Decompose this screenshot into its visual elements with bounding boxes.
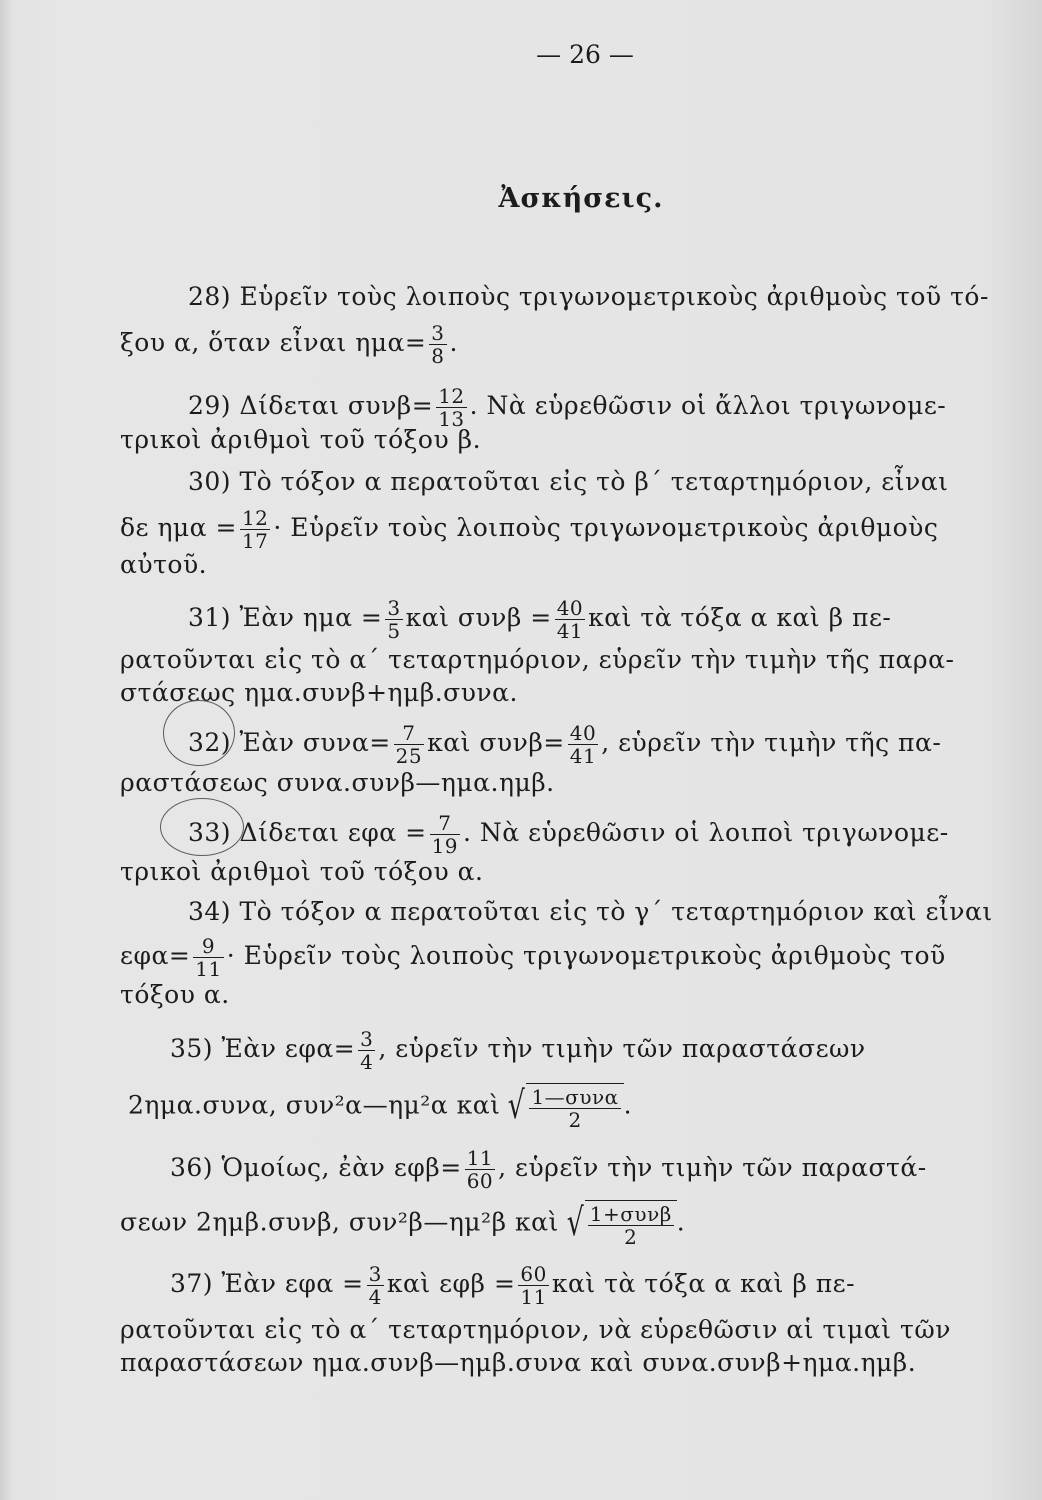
fraction: $\frac{7}{19}$ (431, 811, 459, 858)
square-root: √ 1+συνβ 2 (563, 1200, 677, 1248)
exercise-34-line-2: εφα= $\frac{9}{11}$ · Εὑρεῖν τοὺς λοιποὺς τριγωνομετρικοὺς ἀριθμοὺς τοῦ (120, 934, 946, 981)
fraction: $\frac{12}{13}$ (438, 384, 465, 431)
exercise-30-line-2: δε ημα = $\frac{12}{17}$ · Εὑρεῖν τοὺς λοιποὺς τριγωνομετρικοὺς ἀριθμοὺς (120, 506, 939, 553)
fraction: $\frac{40}{41}$ (556, 596, 584, 643)
exercise-37-line-2: ρατοῦνται εἰς τὸ α΄ τεταρτημόριον, νὰ εὑρεθῶσιν αἱ τιμαὶ τῶν (120, 1315, 951, 1344)
fraction: $\frac{3}{5}$ (387, 596, 401, 643)
exercise-33-line-2: τρικοὶ ἀριθμοὶ τοῦ τόξου α. (120, 857, 484, 886)
exercise-34-line-1: 34) Τὸ τόξον α περατοῦται εἰς τὸ γ΄ τεταρτημόριον καὶ εἶναι (188, 897, 993, 926)
fraction: $\frac{40}{41}$ (569, 721, 597, 768)
exercise-34-line-3: τόξου α. (120, 980, 230, 1009)
fraction: $\frac{3}{8}$ (431, 321, 445, 368)
fraction: $\frac{11}{60}$ (466, 1146, 494, 1193)
exercise-31-line-2: ρατοῦνται εἰς τὸ α΄ τεταρτημόριον, εὑρεῖν τὴν τιμὴν τῆς παρα- (120, 645, 955, 674)
exercise-36-line-2: σεων 2ημβ.συνβ, συν²β—ημ²β καὶ √ 1+συνβ 2 . (120, 1200, 686, 1249)
exercise-30-line-1: 30) Τὸ τόξον α περατοῦται εἰς τὸ β΄ τεταρτημόριον, εἶναι (188, 467, 949, 496)
exercise-31-line-3: στάσεως ημα.συνβ+ημβ.συνα. (120, 678, 518, 707)
fraction: $\frac{3}{4}$ (360, 1027, 374, 1074)
exercise-28-line-1: 28) Εὑρεῖν τοὺς λοιποὺς τριγωνομετρικοὺς ἀριθμοὺς τοῦ τό- (188, 282, 989, 311)
fraction: $\frac{9}{11}$ (195, 934, 222, 981)
exercise-37-line-1: 37) Ἐὰν εφα = $\frac{3}{4}$ καὶ εφβ = $\frac{60}{11}$ καὶ τὰ τόξα α καὶ β πε- (170, 1262, 856, 1309)
exercise-29-line-1: 29) Δίδεται συνβ= $\frac{12}{13}$ . Νὰ εὑρεθῶσιν οἱ ἄλλοι τριγωνομε- (188, 384, 947, 431)
fraction: $\frac{7}{25}$ (395, 721, 423, 768)
page-number: — 26 — (536, 40, 634, 69)
exercise-37-line-3: παραστάσεων ημα.συνβ—ημβ.συνα καὶ συνα.συνβ+ημα.ημβ. (120, 1348, 917, 1377)
exercise-32-line-1: 32) Ἐὰν συνα= $\frac{7}{25}$ καὶ συνβ= $\frac{40}{41}$ , εὑρεῖν τὴν τιμὴν τῆς πα- (188, 721, 942, 768)
exercise-33-line-1: 33) Δίδεται εφα = $\frac{7}{19}$ . Νὰ εὑρεθῶσιν οἱ λοιποὶ τριγωνομε- (188, 811, 949, 858)
fraction: $\frac{3}{4}$ (368, 1262, 382, 1309)
fraction: 1—συνα 2 (531, 1085, 619, 1132)
fraction: $\frac{60}{11}$ (520, 1262, 547, 1309)
fraction: $\frac{12}{17}$ (241, 506, 269, 553)
fraction: 1+συνβ 2 (589, 1202, 672, 1249)
exercise-36-line-1: 36) Ὁμοίως, ἐὰν εφβ= $\frac{11}{60}$ , εὑρεῖν τὴν τιμὴν τῶν παραστά- (170, 1146, 927, 1193)
exercise-32-line-2: ραστάσεως συνα.συνβ—ημα.ημβ. (120, 768, 555, 797)
square-root: √ 1—συνα 2 (504, 1083, 623, 1131)
exercise-28-line-2: ξου α, ὅταν εἶναι ημα= $\frac{3}{8}$ . (120, 321, 458, 368)
exercise-35-line-1: 35) Ἐὰν εφα= $\frac{3}{4}$ , εὑρεῖν τὴν τιμὴν τῶν παραστάσεων (170, 1027, 866, 1074)
section-title: Ἀσκήσεις. (498, 183, 664, 214)
exercise-29-line-2: τρικοὶ ἀριθμοὶ τοῦ τόξου β. (120, 425, 482, 454)
exercise-30-line-3: αὐτοῦ. (120, 550, 208, 579)
exercise-35-line-2: 2ημα.συνα, συν²α—ημ²α καὶ √ 1—συνα 2 . (128, 1083, 633, 1132)
exercise-31-line-1: 31) Ἐὰν ημα = $\frac{3}{5}$ καὶ συνβ = $\frac{40}{41}$ καὶ τὰ τόξα α καὶ β πε- (188, 596, 892, 643)
